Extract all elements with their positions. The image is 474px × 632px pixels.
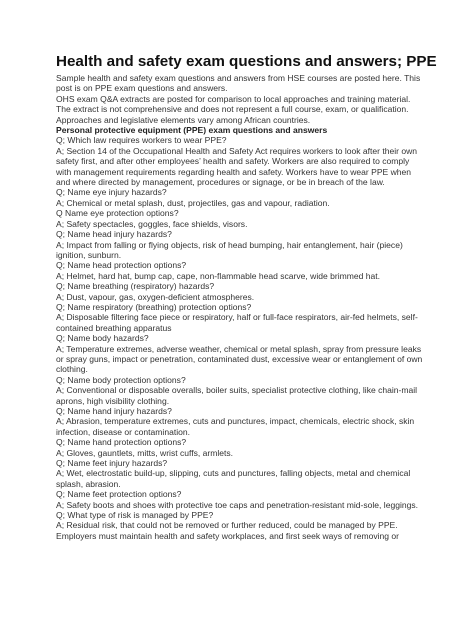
question-text: Q; What type of risk is managed by PPE? — [56, 510, 214, 521]
question-text: Q; Name hand injury hazards? — [56, 406, 172, 416]
document-body — [56, 73, 424, 541]
answer-text: A; Conventional or disposable overalls, boiler suits, specialist protective clothing, like chain-mail aprons, high visibility clothing. — [56, 385, 418, 406]
question-text: Q; Name head protection options? — [56, 260, 187, 271]
answer-text: A; Chemical or metal splash, dust, projectiles, gas and vapour, radiation. — [56, 197, 330, 208]
question-text: Q; Name breathing (respiratory) hazards? — [56, 281, 215, 292]
answer-text: A; Disposable filtering face piece or respiratory, half or full-face respirators, air-fed helmets, self-contained breathing apparatus — [56, 312, 418, 333]
question-text: Q; Name eye injury hazards? — [56, 187, 167, 198]
question-text: Q; Name head injury hazards? — [56, 229, 172, 240]
question-text: Q; Name feet protection options? — [56, 489, 182, 500]
answer-text: A; Impact from falling or flying objects, risk of head bumping, hair entanglement, hair (piece) ignition, sunburn. — [56, 239, 403, 260]
section-heading: Personal protective equipment (PPE) exam questions and answers — [56, 125, 328, 136]
answer-text: A; Dust, vapour, gas, oxygen-deficient atmospheres. — [56, 291, 255, 302]
question-text: Q; Name respiratory (breathing) protection options? — [56, 301, 252, 312]
answer-text: A; Residual risk, that could not be removed or further reduced, could be managed by PPE. Employers must maintain health and safety workplaces, and first seek ways of removing or — [56, 520, 399, 541]
paragraph: Sample health and safety exam questions and answers from HSE courses are posted here. This post is on PPE exam questions and answers. — [56, 73, 421, 94]
document-page — [56, 52, 437, 541]
answer-text: A; Safety boots and shoes with protective toe caps and penetration-resistant mid-sole, leggings. — [56, 499, 419, 510]
answer-text: A; Abrasion, temperature extremes, cuts and punctures, impact, chemicals, electric shock, skin infection, disease or contamination. — [56, 416, 415, 437]
answer-text: A; Section 14 of the Occupational Health and Safety Act requires workers to look after their own safety first, and after other employees’ health and safety. Workers are also required to comply with management requirements regarding health and safety. Workers have to wear PPE when and where directed by management, procedures or signage, or be in breach of the law. — [56, 145, 418, 188]
document-title: Health and safety exam questions and answers; PPE — [56, 53, 437, 70]
answer-text: A; Gloves, gauntlets, mitts, wrist cuffs, armlets. — [56, 447, 234, 458]
paragraph: OHS exam Q&A extracts are posted for comparison to local approaches and training material. The extract is not comprehensive and does not represent a full course, exam, or qualification. Approaches and legislative elements vary among African countries. — [56, 93, 411, 125]
answer-text: A; Wet, electrostatic build-up, slipping, cuts and punctures, falling objects, metal and chemical splash, abrasion. — [56, 468, 411, 489]
answer-text: A; Helmet, hard hat, bump cap, cape, non-flammable head scarve, wide brimmed hat. — [56, 270, 380, 281]
question-text: Q; Name body protection options? — [56, 374, 186, 385]
question-text: Q; Name hand protection options? — [56, 437, 187, 448]
question-text: Q; Which law requires workers to wear PPE? — [56, 135, 227, 146]
question-text: Q; Name body hazards? — [56, 333, 149, 344]
answer-text: A; Temperature extremes, adverse weather, chemical or metal splash, spray from pressure leaks or spray guns, impact or penetration, contaminated dust, excessive wear or entanglement of own clothing. — [56, 343, 423, 375]
answer-text: A; Safety spectacles, goggles, face shields, visors. — [56, 218, 248, 229]
question-text: Q; Name feet injury hazards? — [56, 458, 168, 469]
question-text: Q Name eye protection options? — [56, 208, 179, 219]
